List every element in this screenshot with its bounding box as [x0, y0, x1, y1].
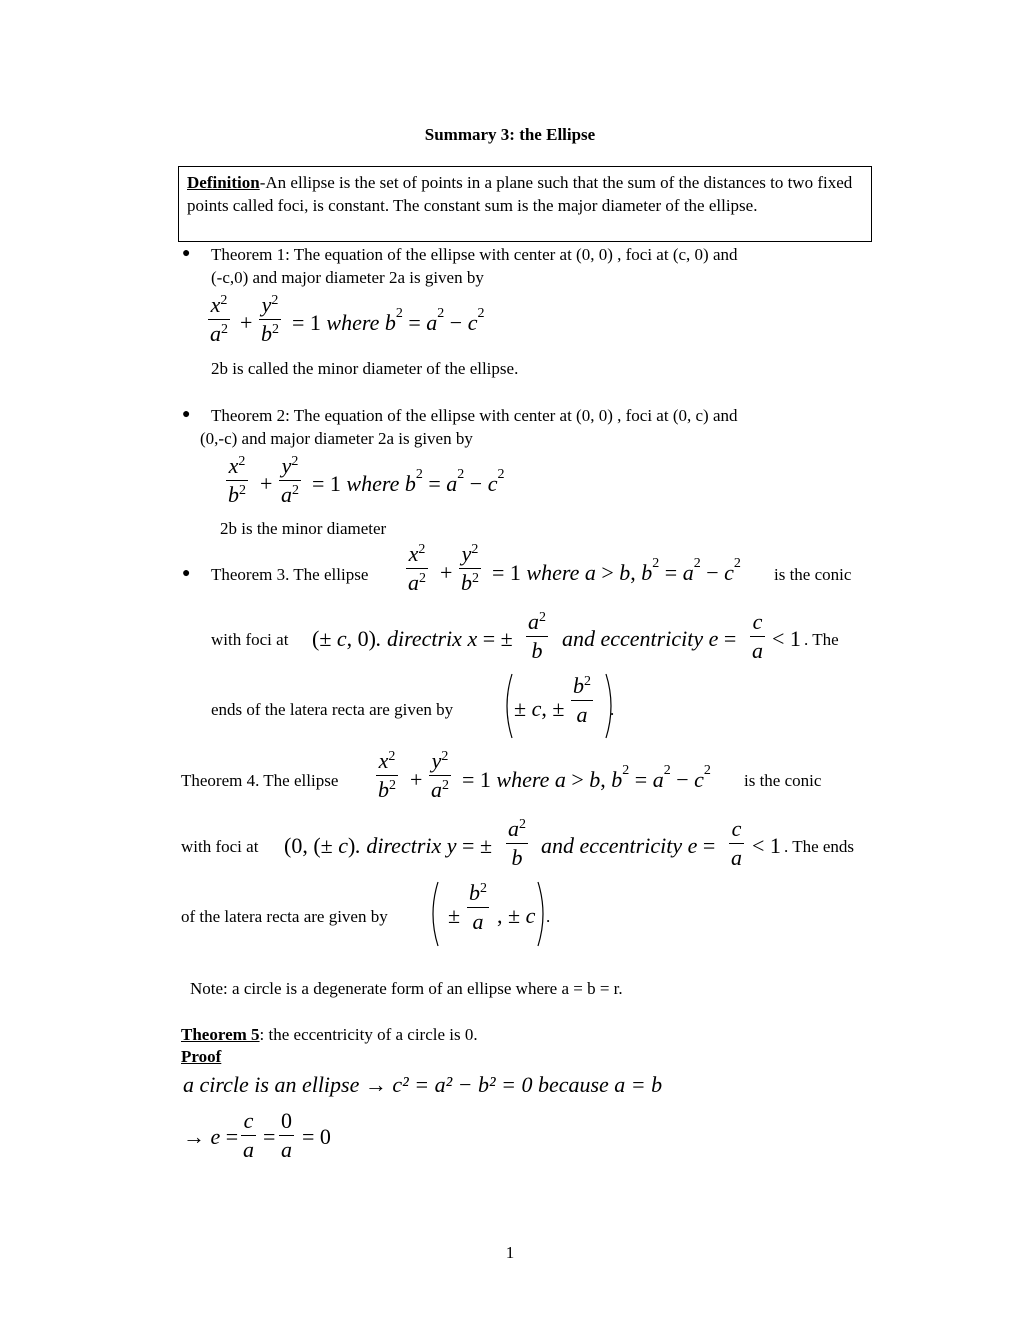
eq4-ends-c: , ± c: [497, 903, 536, 928]
eq2-plus: +: [260, 471, 273, 496]
definition-box: [178, 166, 872, 242]
eq2-frac-y: $y^2$ $a^2$: [281, 453, 299, 507]
proof-line1: a circle is an ellipse → c² = a² − b² = 0 because a = b: [183, 1072, 663, 1097]
proof-eq: =: [263, 1124, 276, 1149]
theorem3-tail: is the conic: [774, 565, 852, 584]
theorem3-ends-lead: ends of the latera recta are given by: [211, 700, 454, 719]
theorem2-line2: (0,-c) and major diameter 2a is given by: [200, 429, 473, 448]
eq4-ends-pm: ±: [448, 903, 461, 928]
theorem4-tail: is the conic: [744, 771, 822, 790]
eq4-ecc-frac: c a: [731, 816, 742, 870]
page-title: Summary 3: the Ellipse: [424, 125, 596, 144]
eq3-plus: +: [440, 560, 453, 585]
eq1-plus: +: [240, 310, 253, 335]
definition-body: -An ellipse is the set of points in a plane such that the sum of the distances to two fixed points called foci, is constant. The constant sum is the major diameter of the ellipse.: [187, 173, 853, 215]
definition-label: Definition: [187, 173, 260, 192]
proof-label: Proof: [181, 1047, 222, 1066]
eq4-plus: +: [410, 767, 423, 792]
eq3-directrix-frac: $a^2$ b: [528, 609, 546, 663]
theorem1-line1: Theorem 1: The equation of the ellipse with center at (0, 0) , foci at (c, 0) and: [211, 245, 738, 264]
theorem4-foci-lead: with foci at: [181, 837, 259, 856]
circle-note: Note: a circle is a degenerate form of an ellipse where a = b = r.: [190, 979, 623, 998]
eq3-ecc: and eccentricity e =: [562, 626, 737, 651]
definition-text: [187, 171, 862, 217]
bullet-icon: ●: [182, 566, 191, 581]
eq1-frac-x: $x^2$ $a^2$: [210, 292, 228, 346]
theorem4-foci-tail: . The ends: [784, 837, 855, 856]
proof-frac-c: c a: [243, 1108, 254, 1162]
proof-frac-0: 0 a: [281, 1108, 292, 1162]
eq3-lt1: < 1: [772, 626, 801, 651]
theorem3-lead: Theorem 3. The ellipse: [211, 565, 369, 584]
proof-result: = 0: [302, 1124, 331, 1149]
theorem2-line1: Theorem 2: The equation of the ellipse with center at (0, 0) , foci at (0, c) and: [211, 406, 738, 425]
eq4-rest: = 1 where a > b, $b^2 = a^2 - c^2$: [462, 763, 711, 792]
eq4-directrix-frac: $a^2$ b: [508, 816, 526, 870]
eq4-frac-x: $x^2$ $b^2$: [378, 748, 396, 802]
theorem4-lead: Theorem 4. The ellipse: [181, 771, 339, 790]
theorem3-foci-tail: . The: [804, 630, 839, 649]
eq4-foci: (0, (± c). directrix y = ±: [284, 833, 493, 858]
eq2-frac-x: $x^2$ $b^2$: [228, 453, 246, 507]
eq1-frac-y: $y^2$ $b^2$: [261, 292, 279, 346]
eq3-ends-frac: $b^2$ a: [573, 673, 591, 727]
theorem2-note: 2b is the minor diameter: [220, 519, 387, 538]
eq4-frac-y: $y^2$ $a^2$: [431, 748, 449, 802]
bullet-icon: ●: [182, 246, 191, 261]
eq3-ends-a: ± c, ±: [514, 696, 565, 721]
eq3-frac-x: $x^2$ $a^2$: [408, 541, 426, 595]
page-number: 1: [505, 1243, 515, 1262]
eq3-foci: (± c, 0). directrix x = ±: [312, 626, 513, 651]
eq4-lt1: < 1: [752, 833, 781, 858]
theorem3-foci-lead: with foci at: [211, 630, 289, 649]
proof-arrow: → e =: [183, 1124, 239, 1149]
theorem1-line2: (-c,0) and major diameter 2a is given by: [211, 268, 484, 287]
theorem5-text: : the eccentricity of a circle is 0.: [259, 1025, 478, 1044]
eq3-ecc-frac: c a: [752, 609, 763, 663]
theorem4-ends-lead: of the latera recta are given by: [181, 907, 388, 926]
eq4-ecc: and eccentricity e =: [541, 833, 716, 858]
eq4-ends-frac: $b^2$ a: [469, 880, 487, 934]
eq3-rest: = 1 where a > b, $b^2 = a^2 - c^2$: [492, 556, 741, 585]
eq2-rest: = 1 where $b^2 = a^2 - c^2$: [312, 467, 505, 496]
eq3-frac-y: $y^2$ $b^2$: [461, 541, 479, 595]
bullet-icon: ●: [182, 407, 191, 422]
theorem5-line: [181, 1023, 478, 1046]
theorem1-note: 2b is called the minor diameter of the ellipse.: [211, 359, 519, 378]
eq1-rest: = 1 where $b^2 = a^2 - c^2$: [292, 306, 485, 335]
theorem5-label: Theorem 5: [181, 1025, 260, 1044]
